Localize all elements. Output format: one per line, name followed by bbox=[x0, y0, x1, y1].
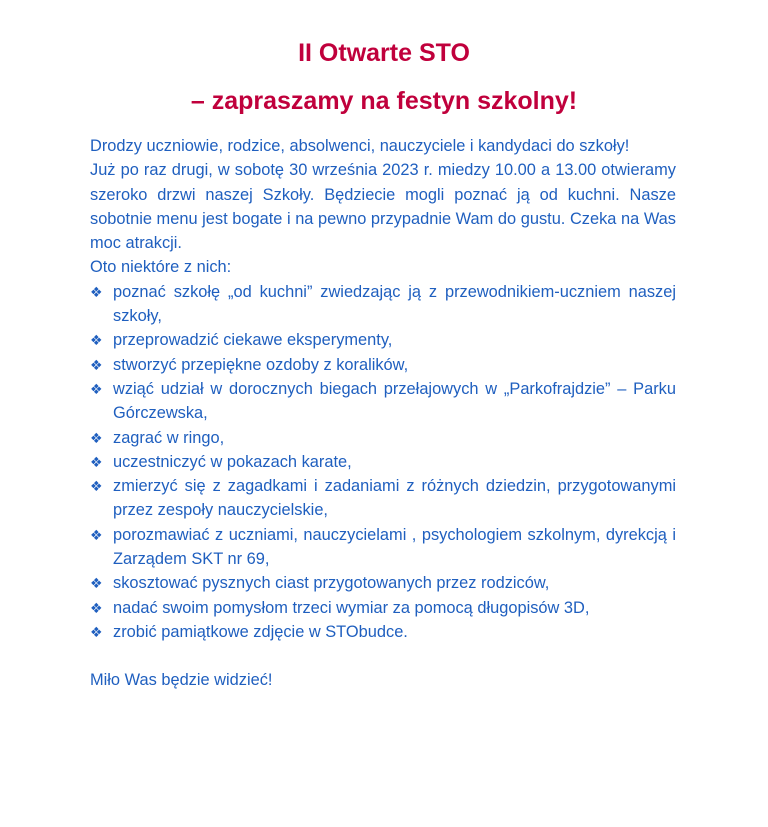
diamond-bullet-icon: ❖ bbox=[90, 332, 103, 349]
list-item-text: skosztować pysznych ciast przygotowanych przez rodziców, bbox=[113, 574, 550, 593]
diamond-bullet-icon: ❖ bbox=[90, 380, 103, 397]
list-item bbox=[90, 620, 676, 644]
title-line-2: – zapraszamy na festyn szkolny! bbox=[190, 87, 578, 115]
list-item bbox=[90, 450, 676, 474]
closing-line: Miło Was będzie widzieć! bbox=[90, 671, 273, 690]
list-item bbox=[90, 596, 676, 620]
list-item-text: zagrać w ringo, bbox=[113, 428, 225, 447]
greeting: Drodzy uczniowie, rodzice, absolwenci, nauczyciele i kandydaci do szkoły! bbox=[90, 137, 630, 155]
diamond-bullet-icon: ❖ bbox=[90, 429, 103, 446]
diamond-bullet-icon: ❖ bbox=[90, 599, 103, 616]
list-item-text: stworzyć przepiękne ozdoby z koralików, bbox=[113, 355, 409, 374]
list-item-text: poznać szkołę „od kuchni” zwiedzając ją z przewodnikiem-uczniem naszej szkoły, bbox=[113, 282, 676, 326]
diamond-bullet-icon: ❖ bbox=[90, 526, 103, 543]
list-item-text: uczestniczyć w pokazach karate, bbox=[113, 452, 352, 471]
list-item bbox=[90, 280, 676, 329]
diamond-bullet-icon: ❖ bbox=[90, 356, 103, 373]
title-line-1: II Otwarte STO bbox=[298, 39, 470, 67]
list-item-text: zrobić pamiątkowe zdjęcie w STObudce. bbox=[113, 622, 408, 641]
diamond-bullet-icon: ❖ bbox=[90, 478, 103, 495]
list-item bbox=[90, 377, 676, 426]
diamond-bullet-icon: ❖ bbox=[90, 453, 103, 470]
list-item bbox=[90, 571, 676, 595]
diamond-bullet-icon: ❖ bbox=[90, 623, 103, 640]
list-item-text: zmierzyć się z zagadkami i zadaniami z różnych dziedzin, przygotowanymi przez zespoły nauczycielskie, bbox=[113, 477, 676, 520]
diamond-bullet-icon: ❖ bbox=[90, 575, 103, 592]
list-item-text: porozmawiać z uczniami, nauczycielami , psychologiem szkolnym, dyrekcją i Zarządem SKT nr 69, bbox=[113, 525, 676, 569]
diamond-bullet-icon: ❖ bbox=[90, 283, 103, 300]
list-lead: Oto niektóre z nich: bbox=[90, 258, 232, 277]
list-item bbox=[90, 474, 676, 523]
list-item bbox=[90, 523, 676, 572]
list-item bbox=[90, 426, 676, 450]
list-item-text: nadać swoim pomysłom trzeci wymiar za pomocą długopisów 3D, bbox=[113, 598, 590, 617]
attractions-list bbox=[90, 280, 676, 644]
list-item bbox=[90, 353, 676, 377]
intro-paragraph: Już po raz drugi, w sobotę 30 września 2023 r. miedzy 10.00 a 13.00 otwieramy szeroko drzwi naszej Szkoły. Będziecie mogli poznać ją od kuchni. Nasze sobotnie menu jest bogate i na pewno przypadnie Wam do gustu. Czeka na Was moc atrakcji. bbox=[90, 161, 676, 253]
list-item-text: wziąć udział w dorocznych biegach przełajowych w „Parkofrajdzie” – Parku Górczewska, bbox=[113, 379, 676, 423]
document-body bbox=[90, 134, 676, 693]
list-item bbox=[90, 328, 676, 352]
list-item-text: przeprowadzić ciekawe eksperymenty, bbox=[113, 331, 393, 350]
